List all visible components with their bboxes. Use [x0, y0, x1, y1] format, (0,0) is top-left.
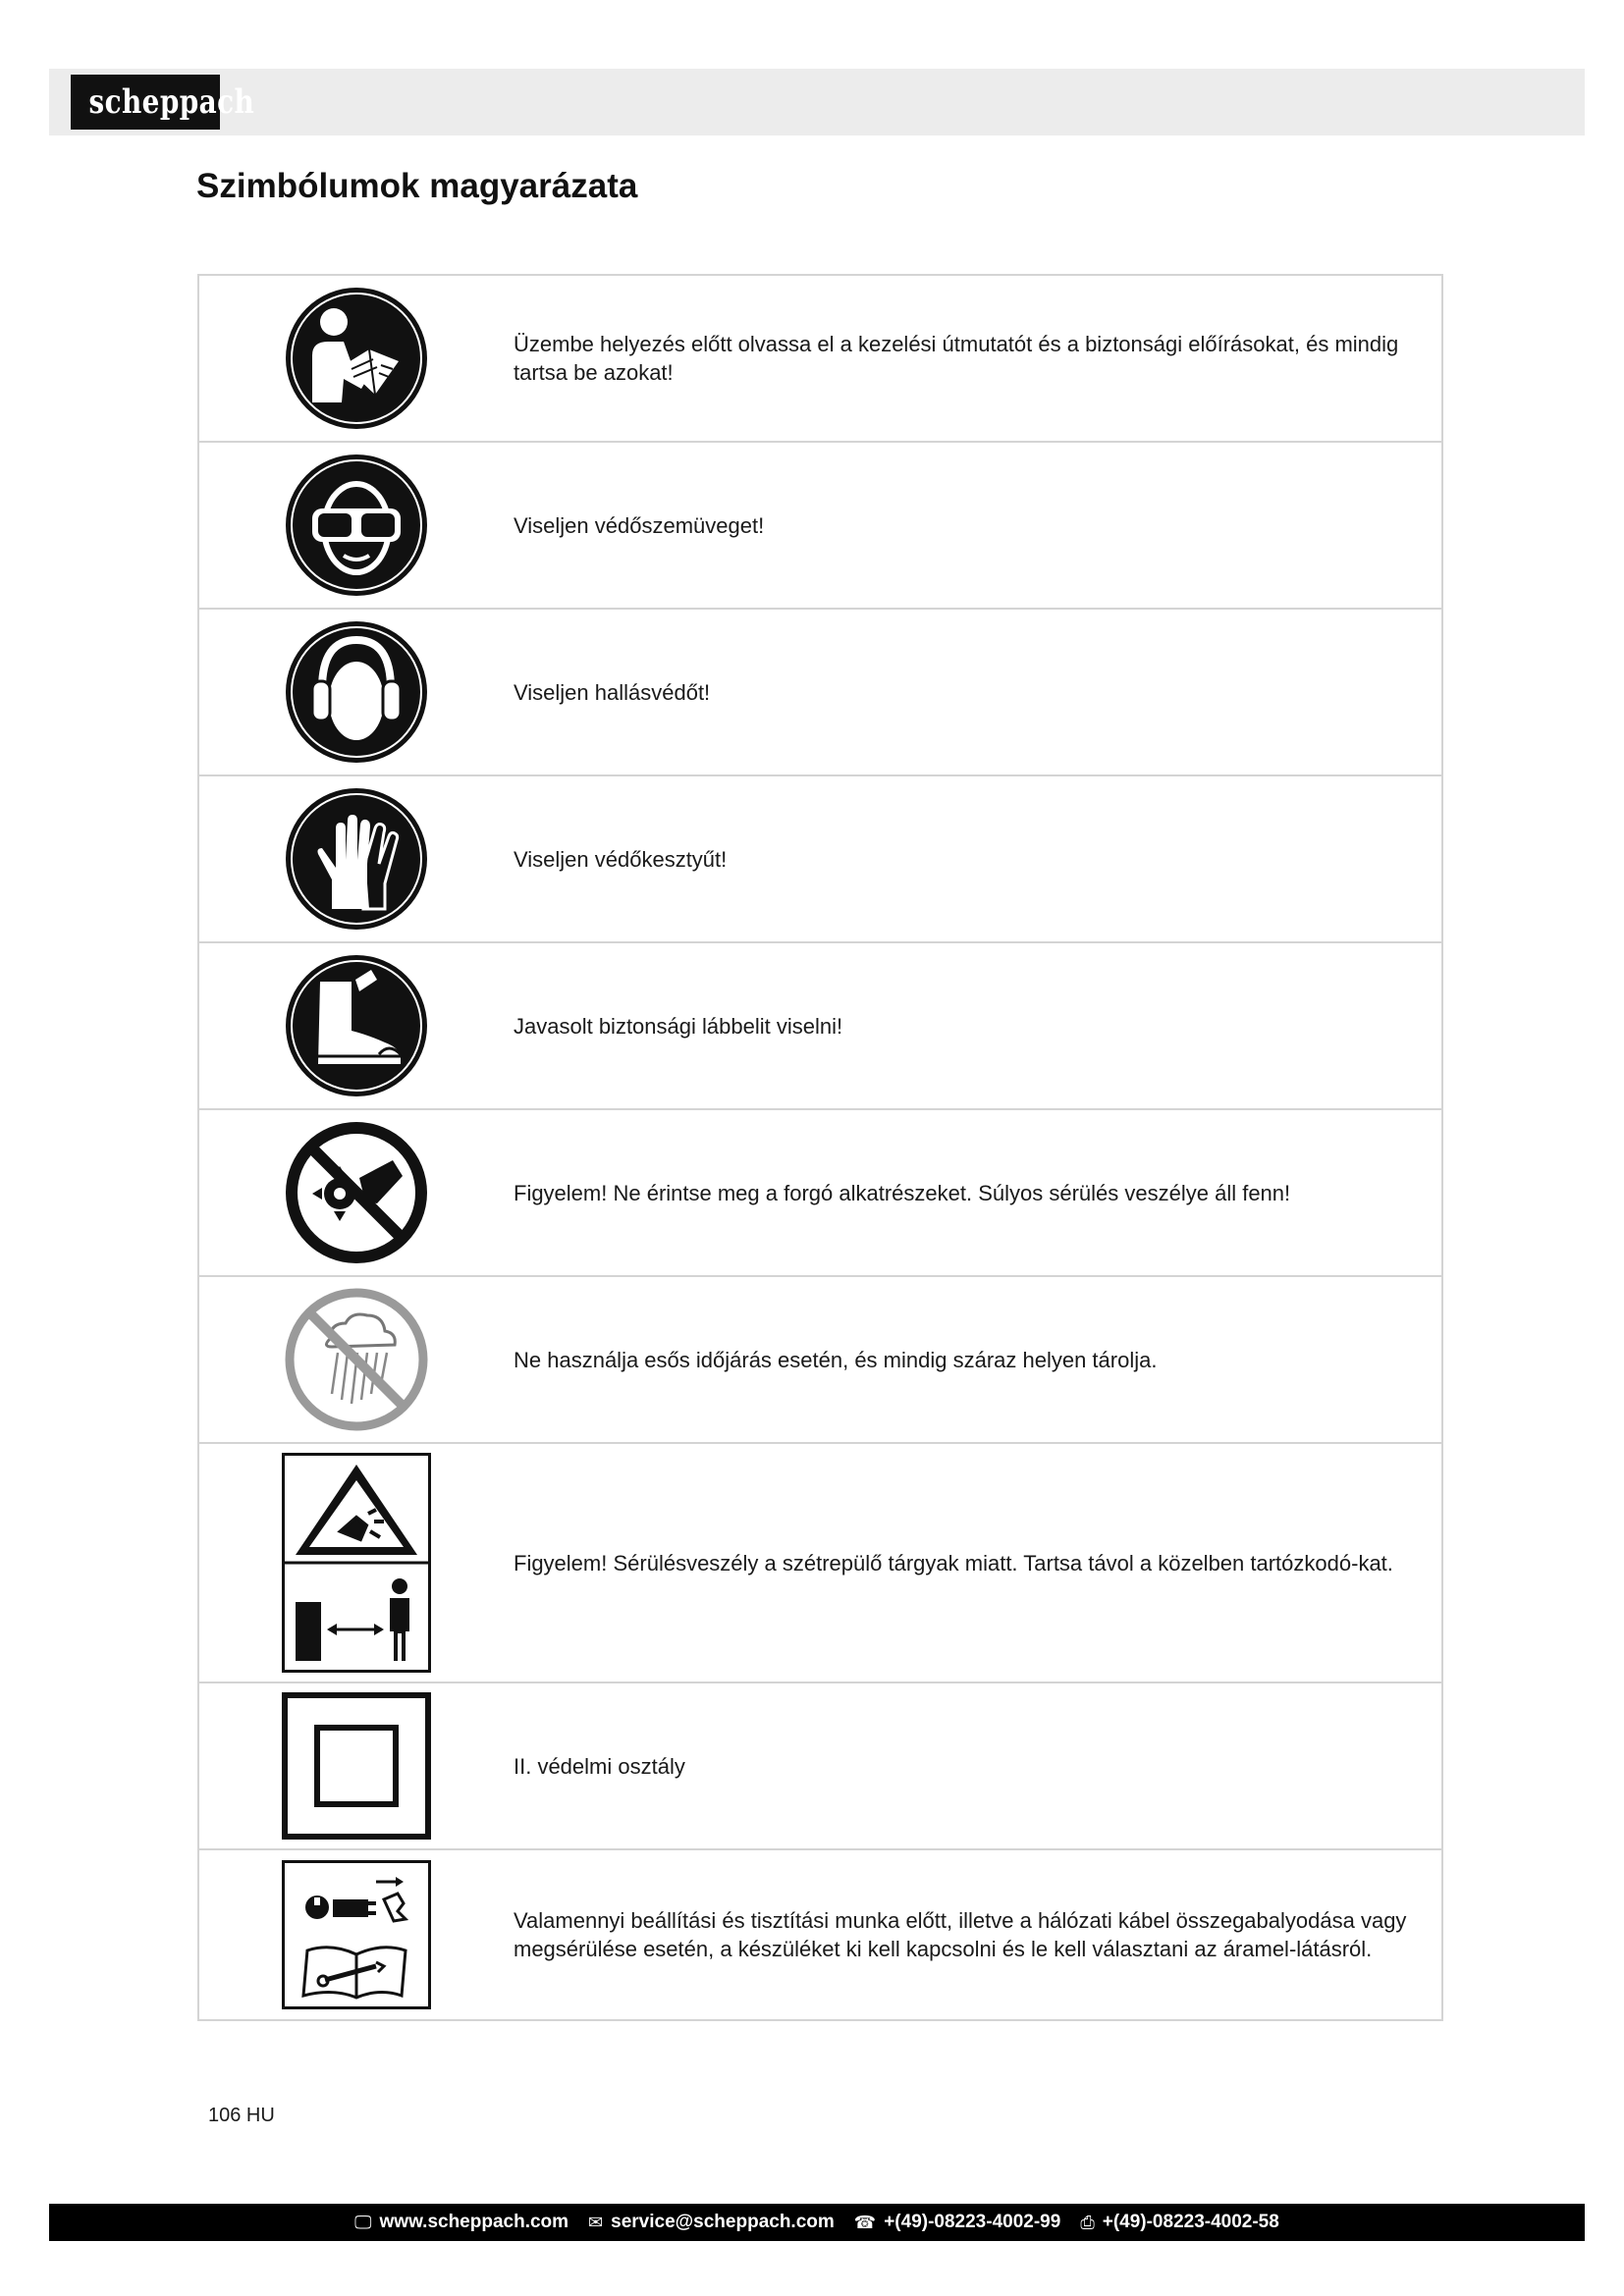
symbol-table: [197, 274, 1443, 2021]
fax-icon: ⎙: [1080, 2212, 1095, 2232]
unplug-before-maintenance-icon: [282, 1860, 431, 2009]
symbol-description: Figyelem! Ne érintse meg a forgó alkatrészeket. Súlyos sérülés veszélye áll fenn!: [514, 1180, 1291, 1205]
footer-phone-text: +(49)-08223-4002-99: [884, 2212, 1061, 2232]
symbol-row: [199, 1850, 1441, 2019]
gloves-icon: [283, 785, 430, 933]
icon-cell: [199, 1119, 514, 1266]
icon-cell: [199, 452, 514, 599]
safety-goggles-icon: [283, 452, 430, 599]
page-number: 106 HU: [208, 2105, 275, 2126]
page-title: Szimbólumok magyarázata: [196, 167, 638, 205]
symbol-description: II. védelmi osztály: [514, 1753, 685, 1779]
footer-email[interactable]: [588, 2212, 835, 2233]
symbol-description: Valamennyi beállítási és tisztítási munka előtt, illetve a hálózati kábel összegabalyodása vagy megsérülése esetén, a készüléket ki kell kapcsolni és le kell választani az áramel-látásról.: [514, 1908, 1407, 1961]
ear-protection-icon: [283, 618, 430, 766]
icon-cell: [199, 285, 514, 432]
mail-icon: ✉: [588, 2212, 604, 2232]
no-rain-icon: [283, 1286, 430, 1433]
icon-cell: [199, 952, 514, 1099]
symbol-description: Ne használja esős időjárás esetén, és mindig száraz helyen tárolja.: [514, 1347, 1158, 1372]
protection-class-ii-icon: [282, 1692, 431, 1840]
icon-cell: [199, 1860, 514, 2009]
phone-icon: ☎: [853, 2212, 877, 2232]
footer-website-text: www.scheppach.com: [379, 2212, 569, 2232]
symbol-description: Viseljen védőkesztyűt!: [514, 846, 728, 872]
no-touch-rotating-parts-icon: [283, 1119, 430, 1266]
icon-cell: [199, 1453, 514, 1673]
safety-boot-icon: [283, 952, 430, 1099]
computer-icon: 🖵: [354, 2212, 372, 2232]
symbol-row: [199, 776, 1441, 943]
footer-website[interactable]: [354, 2212, 568, 2233]
symbol-description: Javasolt biztonsági lábbelit viselni!: [514, 1013, 843, 1039]
symbol-description: Figyelem! Sérülésveszély a szétrepülő tárgyak miatt. Tartsa távol a közelben tartózkodó-kat.: [514, 1550, 1393, 1575]
footer-email-text: service@scheppach.com: [611, 2212, 835, 2232]
symbol-row: [199, 943, 1441, 1110]
symbol-row: [199, 1444, 1441, 1683]
icon-cell: [199, 785, 514, 933]
read-manual-icon: [283, 285, 430, 432]
symbol-row: [199, 443, 1441, 610]
footer-phone: [854, 2212, 1061, 2233]
symbol-description: Üzembe helyezés előtt olvassa el a kezelési útmutatót és a biztonsági előírásokat, és mindig tartsa be azokat!: [514, 332, 1399, 385]
scheppach-logo: [71, 75, 255, 130]
icon-cell: [199, 618, 514, 766]
symbol-row: [199, 1277, 1441, 1444]
icon-cell: [199, 1692, 514, 1840]
footer-fax-text: +(49)-08223-4002-58: [1102, 2212, 1279, 2232]
footer-fax: [1080, 2212, 1279, 2233]
flying-objects-distance-icon: [282, 1453, 431, 1673]
logo-text: scheppach: [88, 82, 255, 122]
symbol-row: [199, 1110, 1441, 1277]
symbol-description: Viseljen hallásvédőt!: [514, 679, 711, 705]
symbol-row: [199, 276, 1441, 443]
footer-bar: [49, 2204, 1585, 2241]
symbol-row: [199, 1683, 1441, 1850]
icon-cell: [199, 1286, 514, 1433]
symbol-description: Viseljen védőszemüveget!: [514, 512, 765, 538]
header-bar: [49, 69, 1585, 135]
symbol-row: [199, 610, 1441, 776]
